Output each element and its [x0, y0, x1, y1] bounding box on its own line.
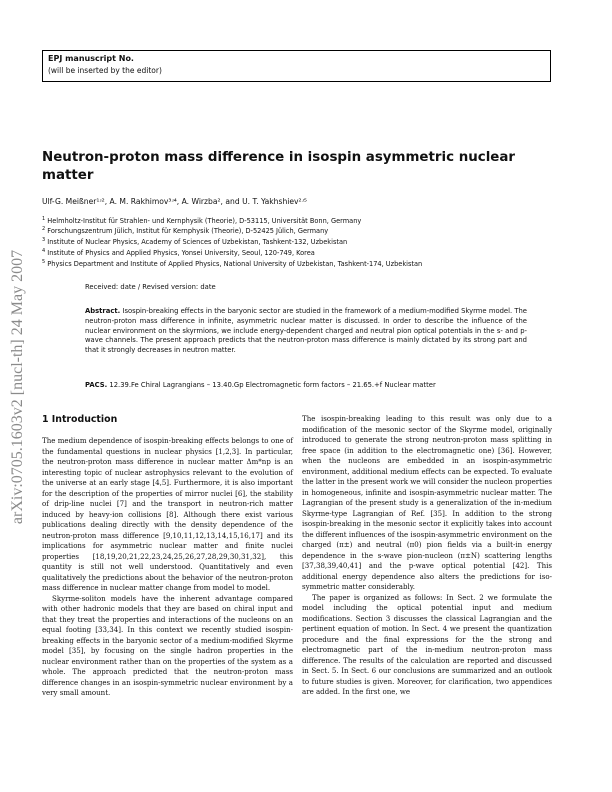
- affiliation-text: Institute of Physics and Applied Physics, Yonsei University, Seoul, 120-749, Korea: [47, 249, 315, 258]
- paragraph: The paper is organized as follows: In Sect. 2 we formulate the model including the optical potential input and medium modifications. Section 3 discusses the classical Lagrangian and the pertinent equation of motion. In Sect. 4 we present the quantization procedure and the final expressions for the the strong and electromagnetic part of the in-medium neutron-proton mass difference. The results of the calculation are reported and discussed in Sect. 5. In Sect. 6 our conclusions are summarized and an outlook to future studies is given. Moreover, for clarification, two appendices are added. In the first one, we: [302, 592, 552, 696]
- affiliation-text: Physics Department and Institute of Applied Physics, National University of Uzbekistan, Tashkent-174, Uzbekistan: [47, 260, 423, 269]
- abstract: [85, 307, 527, 356]
- affiliation-number: 5: [42, 259, 46, 265]
- editor-header-box: [42, 50, 551, 82]
- affiliation: [42, 216, 361, 225]
- affiliation-number: 1: [42, 216, 46, 222]
- left-column: [42, 436, 293, 699]
- affiliation-text: Helmholtz-Institut für Strahlen- und Kernphysik (Theorie), D-53115, Universität Bonn, Germany: [47, 217, 362, 226]
- abstract-text: Isospin-breaking effects in the baryonic sector are studied in the framework of a medium-modified Skyrme model. The neutron-proton mass difference in infinite, asymmetric nuclear matter is discussed. In order to describe the influence of the nuclear environment on the skyrmions, we include energy-dependent charged and neutral pion optical potentials in the s- and p-wave channels. The present approach predicts that the neutron-proton mass difference is mainly dictated by its strong part and that it strongly decreases in neutron matter.: [85, 307, 527, 355]
- journal-label: EPJ manuscript No.: [48, 54, 134, 63]
- pacs-label: PACS.: [85, 381, 108, 389]
- affiliation-number: 3: [42, 237, 46, 243]
- paper-title: Neutron-proton mass difference in isospin asymmetric nuclear matter: [42, 150, 516, 183]
- affiliation-text: Forschungszentrum Jülich, Institut für Kernphysik (Theorie), D-52425 Jülich, Germany: [47, 227, 329, 236]
- affiliation-number: 2: [42, 226, 46, 232]
- arxiv-stamp-text: arXiv:0705.1603v2 [nucl-th] 24 May 2007: [9, 249, 26, 525]
- section-heading: 1 Introduction: [42, 414, 118, 425]
- received-date: Received: date / Revised version: date: [85, 283, 216, 291]
- pacs-line: [85, 381, 436, 389]
- abstract-label: Abstract.: [85, 307, 121, 315]
- pacs-codes: 12.39.Fe Chiral Lagrangians – 13.40.Gp Electromagnetic form factors – 21.65.+f Nuclear matter: [109, 381, 436, 389]
- paragraph: Skyrme-soliton models have the inherent advantage compared with other hadronic models that they are based on chiral input and that they treat the properties and interactions of the nucleons on an equal footing [33,34]. In this context we recently studied isospin-breaking effects in the baryonic sector of a medium-modified Skyrme model [35], by focusing on the single hadron properties in the nuclear environment rather than on the properties of the system as a whole. The approach predicted that the neutron-proton mass difference changes in an isospin-symmetric nuclear environment by a very small amount.: [42, 593, 293, 697]
- right-column: [302, 414, 552, 698]
- affiliation: [42, 226, 328, 235]
- affiliation: [42, 248, 315, 257]
- affiliation-text: Institute of Nuclear Physics, Academy of Sciences of Uzbekistan, Tashkent-132, Uzbekistan: [47, 238, 348, 247]
- paragraph: The isospin-breaking leading to this result was only due to a modification of the mesonic sector of the Skyrme model, originally introduced to generate the strong neutron-proton mass splitting in free space (in addition to the electromagnetic one) [36]. However, when the nucleons are embedded in an isospin-asymmetric environment, additional medium effects can be expected. To evaluate the latter in the present work we will consider the nucleon properties in homogeneous, infinite and isospin-asymmetric nuclear matter. The Lagrangian of the present study is a generalization of the in-medium Skyrme-type Lagrangian of Ref. [35]. In addition to the strong isospin-breaking in the mesonic sector it explicitly takes into account the different influences of the isospin-asymmetric environment on the charged (π±) and neutral (π0) pion fields via a built-in energy dependence in the s-wave pion-nucleon (π±N) scattering lengths [37,38,39,40,41] and the p-wave optical potential [42]. This additional energy dependence also alters the predictions for iso-symmetric matter considerably.: [302, 414, 552, 591]
- affiliation-number: 4: [42, 248, 46, 254]
- paragraph: The medium dependence of isospin-breaking effects belongs to one of the fundamental questions in nuclear physics [1,2,3]. In particular, the neutron-proton mass difference in nuclear matter Δm*np is an interesting topic of nuclear astrophysics relevant to the evolution of the universe at an early stage [4,5]. Furthermore, it is also important for the description of the properties of mirror nuclei [6], the stability of drip-line nuclei [7] and the transport in neutron-rich matter induced by heavy-ion collisions [8]. Although there exist various publications dealing directly with the density dependence of the neutron-proton mass difference [9,10,11,12,13,14,15,16,17] and its implications for asymmetric nuclear matter and finite nuclei properties [18,19,20,21,22,23,24,25,26,27,28,29,30,31,32], this quantity is still not well understood. Quantitatively and even qualitatively the predictions about the behavior of the neutron-proton mass difference in nuclear matter change from model to model.: [42, 436, 293, 592]
- editor-note: (will be inserted by the editor): [48, 66, 162, 75]
- affiliation: [42, 237, 347, 246]
- author-list: Ulf-G. Meißner¹ʴ², A. M. Rakhimov³ʴ⁴, A. Wirzba², and U. T. Yakhshiev²ʴ⁵: [42, 197, 307, 206]
- arxiv-stamp: [8, 212, 28, 562]
- affiliation: [42, 259, 422, 268]
